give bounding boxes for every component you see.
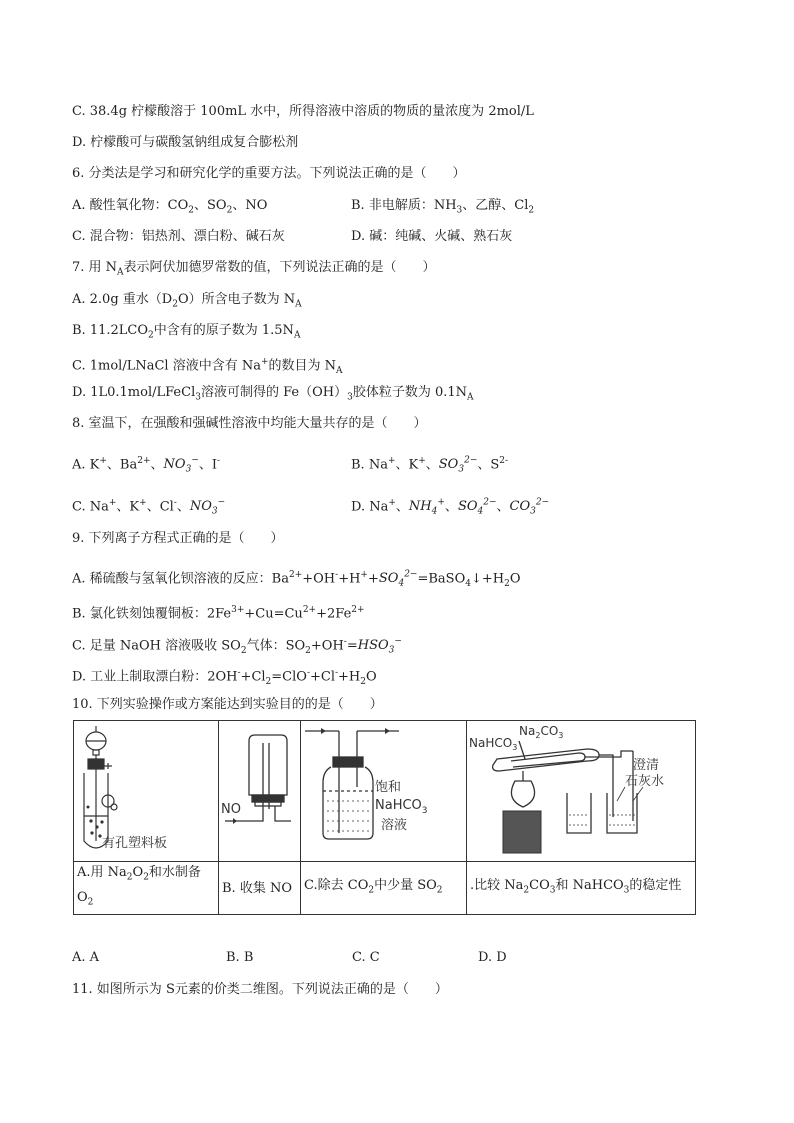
q6-option-a: A. 酸性氧化物：$CO_2$、$SO_2$、NO	[72, 198, 268, 216]
q8-option-a: A. K+、$Ba^{2+}$、$NO_3^-$、I-	[72, 456, 221, 475]
figure-d-nahco3-label: NaHCO$_3$	[469, 736, 518, 752]
figure-a-kipp-apparatus	[74, 721, 219, 857]
figure-c-wash-bottle	[301, 721, 467, 857]
figure-d-cell	[467, 721, 696, 862]
q8-option-b: B. Na+、K+、$SO_3^{2-}$、$S^{2-}$	[351, 456, 509, 475]
q7-option-b: B. $11.2LCO_2$中含有的原子数为 $1.5N_A$	[72, 323, 301, 341]
q6-option-c: C. 混合物：铝热剂、漂白粉、碱石灰	[72, 229, 285, 244]
caption-b: B. 收集 NO	[219, 862, 301, 915]
figure-c-cell	[301, 721, 467, 862]
q6-option-b: B. 非电解质：$NH_3$、乙醇、$Cl_2$	[351, 198, 535, 216]
answer-d: D. D	[478, 950, 507, 965]
q9-option-d: D. 工业上制取漂白粉：$2OH^-+Cl_2=ClO^-+Cl^-+H_2O$	[72, 668, 377, 687]
caption-c: C.除去 $CO_2$中少量 $SO_2$	[301, 862, 467, 915]
figure-d-limewater-label-1: 澄清	[633, 758, 660, 773]
q6-option-d: D. 碱：纯碱、火碱、熟石灰	[351, 229, 513, 244]
option-d-text: D. 柠檬酸可与碳酸氢钠组成复合膨松剂	[72, 135, 299, 150]
figure-c-label-2: NaHCO$_3$	[375, 798, 428, 816]
question-6: 6. 分类法是学习和研究化学的重要方法。下列说法正确的是（ ）	[72, 166, 466, 181]
figure-a-cell	[74, 721, 219, 862]
q8-option-d: D. Na+、$NH_4^+$、$SO_4^{2-}$、$CO_3^{2-}$	[351, 498, 550, 517]
answer-c: C. C	[352, 950, 380, 965]
q9-option-c: C. 足量 NaOH 溶液吸收 $SO_2$气体：$SO_2+OH^-=HSO_3^-$	[72, 637, 402, 656]
q7-option-c: C. 1mol/LNaCl 溶液中含有 Na+的数目为 $N_A$	[72, 357, 343, 376]
question-8: 8. 室温下，在强酸和强碱性溶液中均能大量共存的是（ ）	[72, 416, 427, 431]
q9-option-a: A. 稀硫酸与氢氧化钡溶液的反应：$Ba^{2+}+OH^-+H^++SO_4^{2-}=BaSO_4↓+H_2O$	[72, 570, 521, 589]
question-11: 11. 如图所示为 S元素的价类二维图。下列说法正确的是（ ）	[72, 982, 448, 997]
figure-b-gas-bottle	[219, 721, 301, 857]
question-9: 9. 下列离子方程式正确的是（ ）	[72, 531, 284, 546]
figure-b-label: NO	[221, 802, 241, 817]
answer-a: A. A	[72, 950, 100, 965]
q7-option-a: A. 2.0g 重水$(D_2O)$所含电子数为 $N_A$	[72, 292, 302, 310]
question-7: 7. 用 $N_A$表示阿伏加德罗常数的值，下列说法正确的是（ ）	[72, 260, 436, 278]
caption-a: A.用 $Na_2O_2$和水制备 $O_2$	[74, 862, 219, 915]
q9-option-b: B. 氯化铁刻蚀覆铜板：$2Fe^{3+}+Cu=Cu^{2+}+2Fe^{2+}$	[72, 605, 365, 622]
answer-b: B. B	[226, 950, 254, 965]
figure-d-limewater-label-2: 石灰水	[625, 774, 665, 789]
caption-d: .比较 $Na_2CO_3$和 NaHCO$_3$的稳定性	[467, 862, 696, 915]
figure-d-heating-setup	[467, 721, 696, 857]
figure-a-label: 有孔塑料板	[102, 836, 168, 851]
figure-c-label-1: 饱和	[375, 780, 402, 795]
option-c-text: C. 38.4g 柠檬酸溶于 100mL 水中，所得溶液中溶质的物质的量浓度为 2mol/L	[72, 104, 534, 119]
question-10: 10. 下列实验操作或方案能达到实验目的的是（ ）	[72, 697, 383, 712]
experiment-table	[73, 720, 696, 915]
q7-option-d: D. 1L0.1mol/LFeCl$_3$溶液可制得的 $Fe(OH)_3$胶体粒子数为 $0.1N_A$	[72, 385, 474, 403]
figure-b-cell	[219, 721, 301, 862]
figure-c-label-3: 溶液	[381, 818, 408, 833]
figure-d-na2co3-label: $Na_2CO_3$	[519, 724, 564, 740]
q8-option-c: C. Na+、K+、Cl-、$NO_3^-$	[72, 498, 226, 517]
